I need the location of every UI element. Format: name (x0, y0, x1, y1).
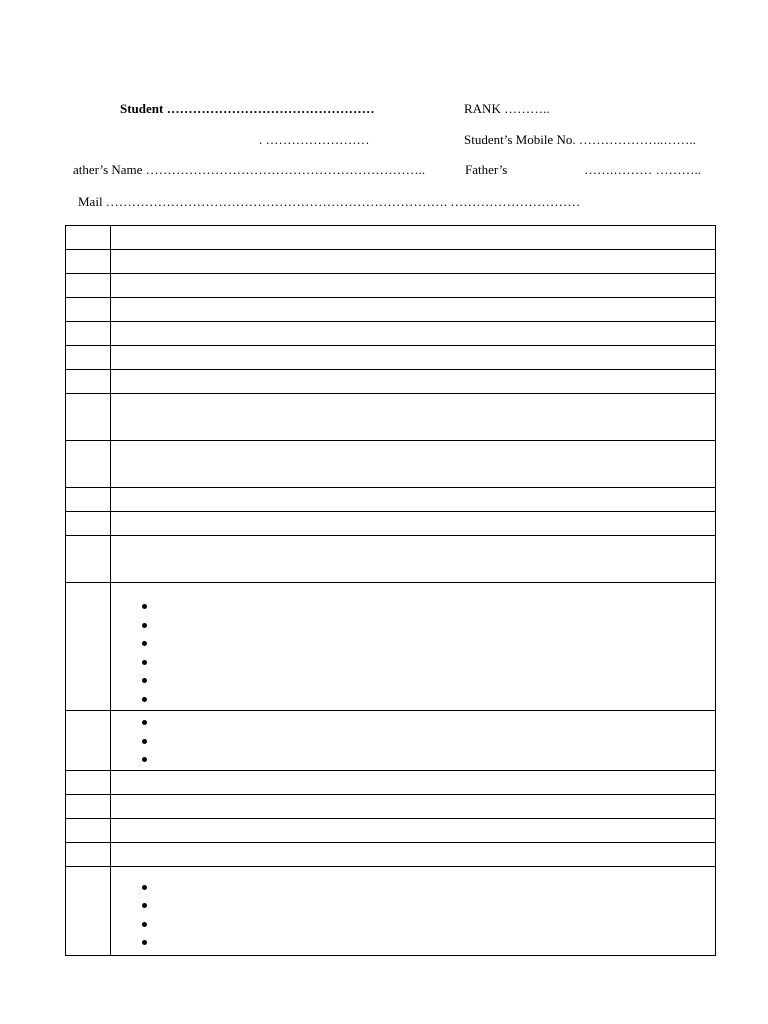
table-row (66, 818, 716, 842)
table-row (66, 274, 716, 298)
row-content-cell (111, 842, 716, 866)
table-row (66, 866, 716, 955)
table-row (66, 770, 716, 794)
row-content-cell (111, 346, 716, 370)
student-name-label: Student ………………………………………… (120, 101, 375, 116)
table-row (66, 226, 716, 250)
row-number-cell (66, 842, 111, 866)
table-row (66, 370, 716, 394)
bullet-item (111, 635, 715, 654)
row-number-cell (66, 250, 111, 274)
bullet-item (111, 733, 715, 752)
row-number-cell (66, 274, 111, 298)
student-mobile-label: Student’s Mobile No. ………………..…….. (464, 132, 696, 147)
row-number-cell (66, 226, 111, 250)
bullet-list (111, 867, 715, 953)
bullet-item (111, 879, 715, 898)
table-row (66, 488, 716, 512)
table-row (66, 512, 716, 536)
row-content-cell (111, 794, 716, 818)
table-row (66, 394, 716, 441)
row-number-cell (66, 322, 111, 346)
bullet-item (111, 691, 715, 710)
bullet-list (111, 711, 715, 770)
row-number-cell (66, 794, 111, 818)
row-number-cell (66, 298, 111, 322)
bullet-item (111, 897, 715, 916)
table-row (66, 794, 716, 818)
row-number-cell (66, 536, 111, 583)
row-number-cell (66, 488, 111, 512)
table-row (66, 346, 716, 370)
bullet-item (111, 916, 715, 935)
row-number-cell (66, 818, 111, 842)
bullet-item (111, 714, 715, 733)
row-number-cell (66, 866, 111, 955)
row-content-cell (111, 298, 716, 322)
row-content-cell (111, 583, 716, 711)
row-content-cell (111, 866, 716, 955)
row-content-cell (111, 441, 716, 488)
table-row (66, 583, 716, 711)
bullet-item (111, 654, 715, 673)
table-row (66, 322, 716, 346)
row-content-cell (111, 394, 716, 441)
bullet-list (111, 583, 715, 709)
row-content-cell (111, 536, 716, 583)
rank-label: RANK ……….. (464, 101, 550, 116)
row-number-cell (66, 770, 111, 794)
bullet-item (111, 598, 715, 617)
row-content-cell (111, 250, 716, 274)
bullet-item (111, 672, 715, 691)
table-row (66, 441, 716, 488)
row-content-cell (111, 512, 716, 536)
table-row (66, 711, 716, 771)
fathers-field-dots: …….……… ……….. (584, 162, 701, 177)
row-content-cell (111, 770, 716, 794)
fathers-label: Father’s (465, 162, 508, 177)
row-content-cell (111, 274, 716, 298)
row-number-cell (66, 441, 111, 488)
row-number-cell (66, 711, 111, 771)
row-number-cell (66, 394, 111, 441)
row-content-cell (111, 226, 716, 250)
fathers-name-label: ather’s Name ……………………………………………………….. (73, 162, 426, 177)
table-row (66, 298, 716, 322)
row-content-cell (111, 322, 716, 346)
row-number-cell (66, 583, 111, 711)
bullet-item (111, 934, 715, 953)
row-content-cell (111, 818, 716, 842)
table-row (66, 536, 716, 583)
bullet-item (111, 751, 715, 770)
bullet-item (111, 617, 715, 636)
row-content-cell (111, 370, 716, 394)
form-table (65, 225, 716, 956)
row-number-cell (66, 512, 111, 536)
mail-label: Mail ……………………………………………………………………. ………………………… (78, 194, 581, 209)
row-content-cell (111, 488, 716, 512)
row-number-cell (66, 370, 111, 394)
line2-field: . …………………… (259, 132, 370, 147)
table-row (66, 842, 716, 866)
row-content-cell (111, 711, 716, 771)
row-number-cell (66, 346, 111, 370)
table-row (66, 250, 716, 274)
